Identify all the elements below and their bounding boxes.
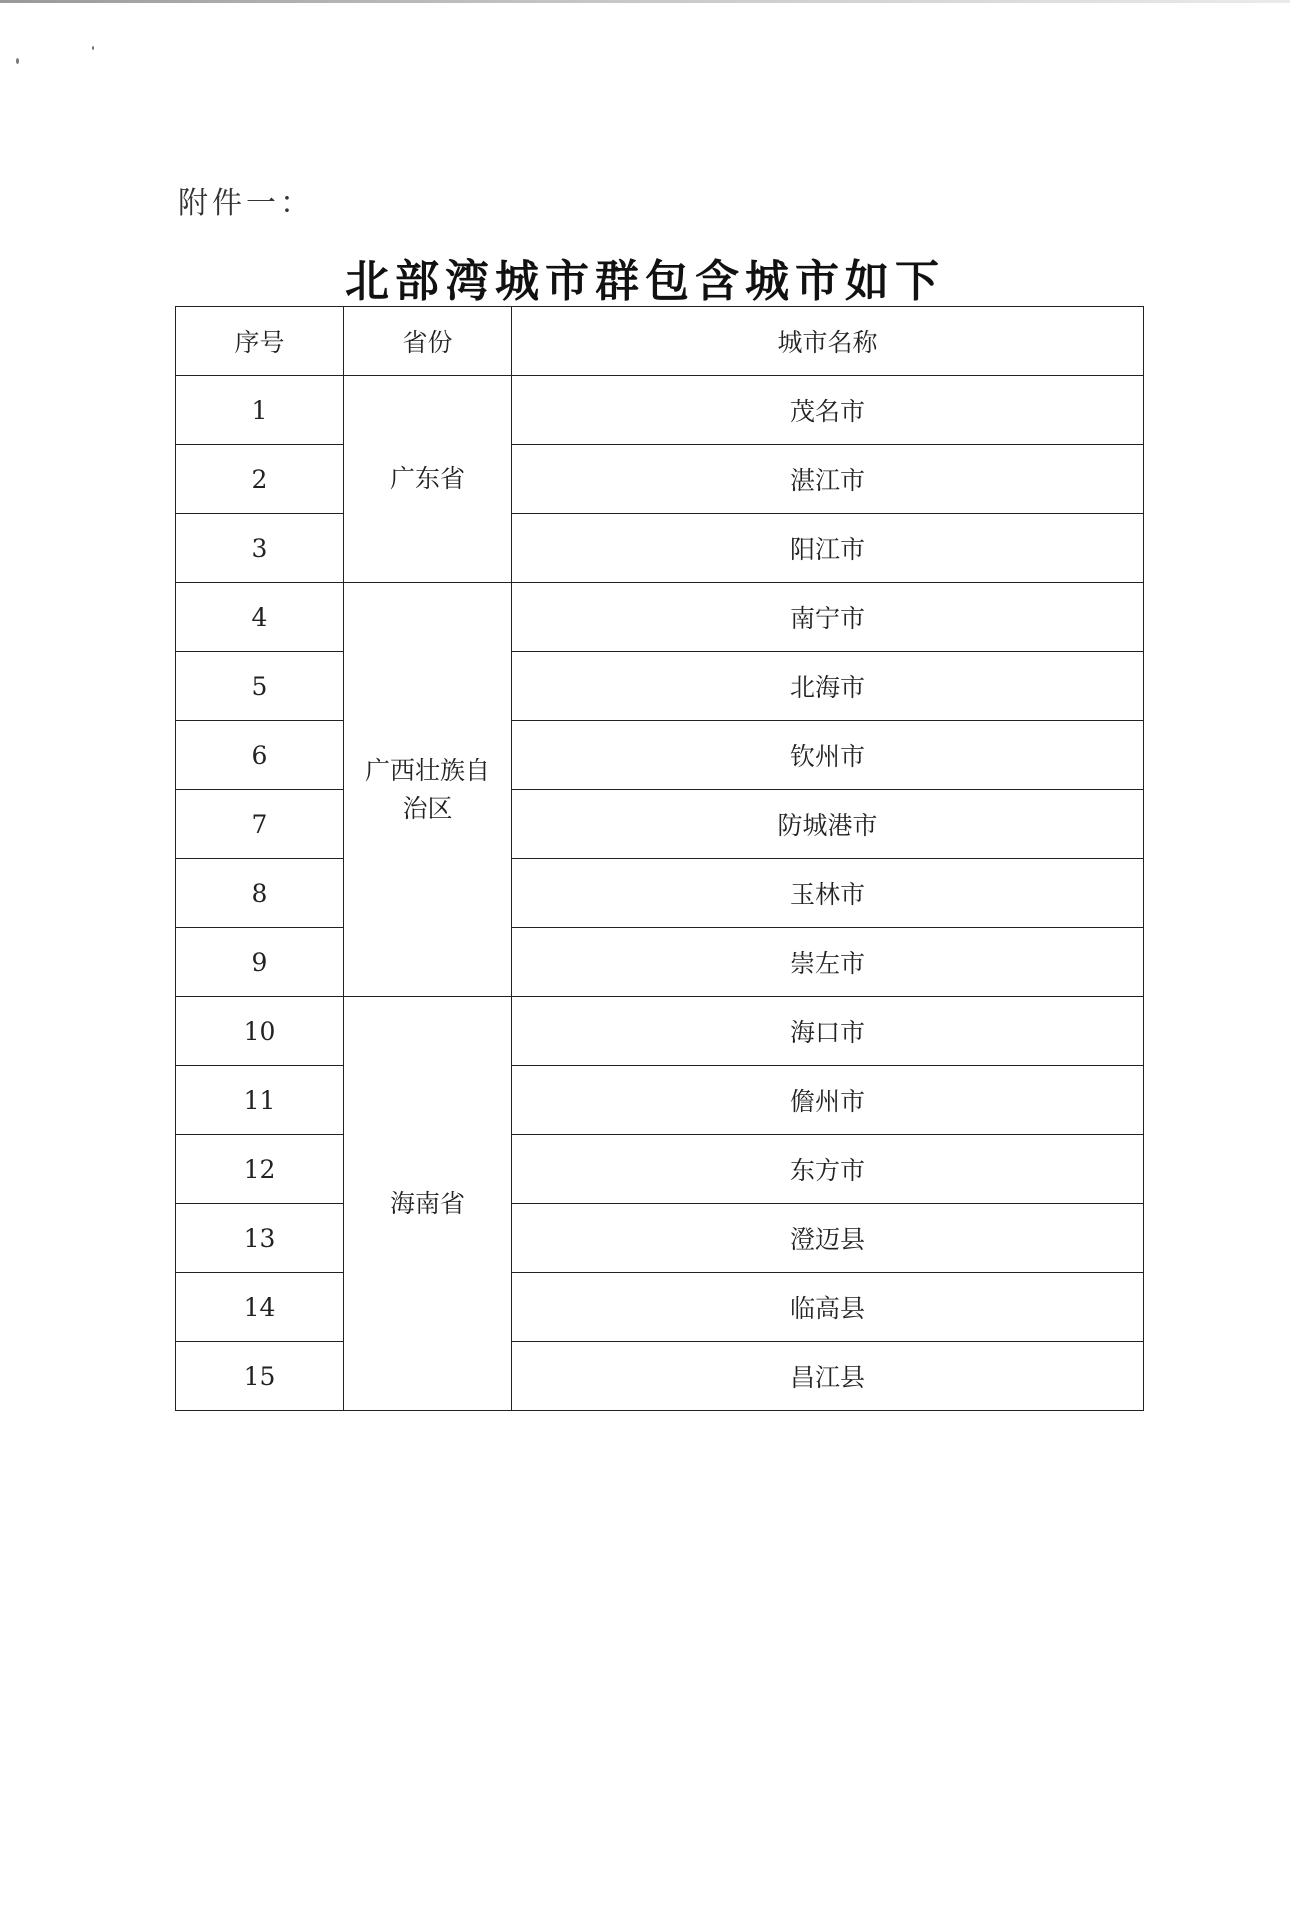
province-cell (344, 376, 512, 583)
row-index: 12 (176, 1135, 344, 1204)
city-name: 玉林市 (512, 859, 1144, 928)
table-row (176, 1066, 1144, 1135)
row-index: 10 (176, 997, 344, 1066)
attachment-label: 附件一： (178, 186, 314, 221)
city-name: 临高县 (512, 1273, 1144, 1342)
city-table (175, 306, 1144, 1411)
table-row (176, 376, 1144, 445)
row-index: 6 (176, 721, 344, 790)
city-name: 茂名市 (512, 376, 1144, 445)
row-index: 11 (176, 1066, 344, 1135)
row-index: 9 (176, 928, 344, 997)
city-name: 防城港市 (512, 790, 1144, 859)
document-title: 北部湾城市群包含城市如下 (345, 256, 945, 307)
province-name: 广东省 (389, 464, 465, 493)
province-name: 广西壮族自治区 (364, 755, 490, 823)
city-name: 崇左市 (512, 928, 1144, 997)
table-row (176, 1342, 1144, 1411)
table-header-row (176, 307, 1144, 376)
city-name: 昌江县 (512, 1342, 1144, 1411)
table-row (176, 928, 1144, 997)
row-index: 15 (176, 1342, 344, 1411)
row-index: 2 (176, 445, 344, 514)
table-row (176, 514, 1144, 583)
row-index: 7 (176, 790, 344, 859)
row-index: 4 (176, 583, 344, 652)
table-row (176, 721, 1144, 790)
table-row (176, 790, 1144, 859)
province-cell (344, 583, 512, 997)
row-index: 3 (176, 514, 344, 583)
scan-speck (92, 46, 94, 50)
scan-edge-artifact (0, 0, 1290, 3)
header-index: 序号 (176, 307, 344, 376)
table-row (176, 1135, 1144, 1204)
header-province: 省份 (344, 307, 512, 376)
scan-speck (16, 58, 19, 64)
city-name: 南宁市 (512, 583, 1144, 652)
city-name: 湛江市 (512, 445, 1144, 514)
table-row (176, 859, 1144, 928)
row-index: 8 (176, 859, 344, 928)
table-row (176, 445, 1144, 514)
row-index: 14 (176, 1273, 344, 1342)
city-name: 北海市 (512, 652, 1144, 721)
row-index: 1 (176, 376, 344, 445)
table-row (176, 1204, 1144, 1273)
city-name: 澄迈县 (512, 1204, 1144, 1273)
table-row (176, 1273, 1144, 1342)
city-name: 儋州市 (512, 1066, 1144, 1135)
city-name: 钦州市 (512, 721, 1144, 790)
city-name: 东方市 (512, 1135, 1144, 1204)
table-row (176, 583, 1144, 652)
city-name: 阳江市 (512, 514, 1144, 583)
header-city: 城市名称 (512, 307, 1144, 376)
table-row (176, 997, 1144, 1066)
row-index: 13 (176, 1204, 344, 1273)
row-index: 5 (176, 652, 344, 721)
province-cell (344, 997, 512, 1411)
city-name: 海口市 (512, 997, 1144, 1066)
table-row (176, 652, 1144, 721)
province-name: 海南省 (389, 1188, 465, 1218)
